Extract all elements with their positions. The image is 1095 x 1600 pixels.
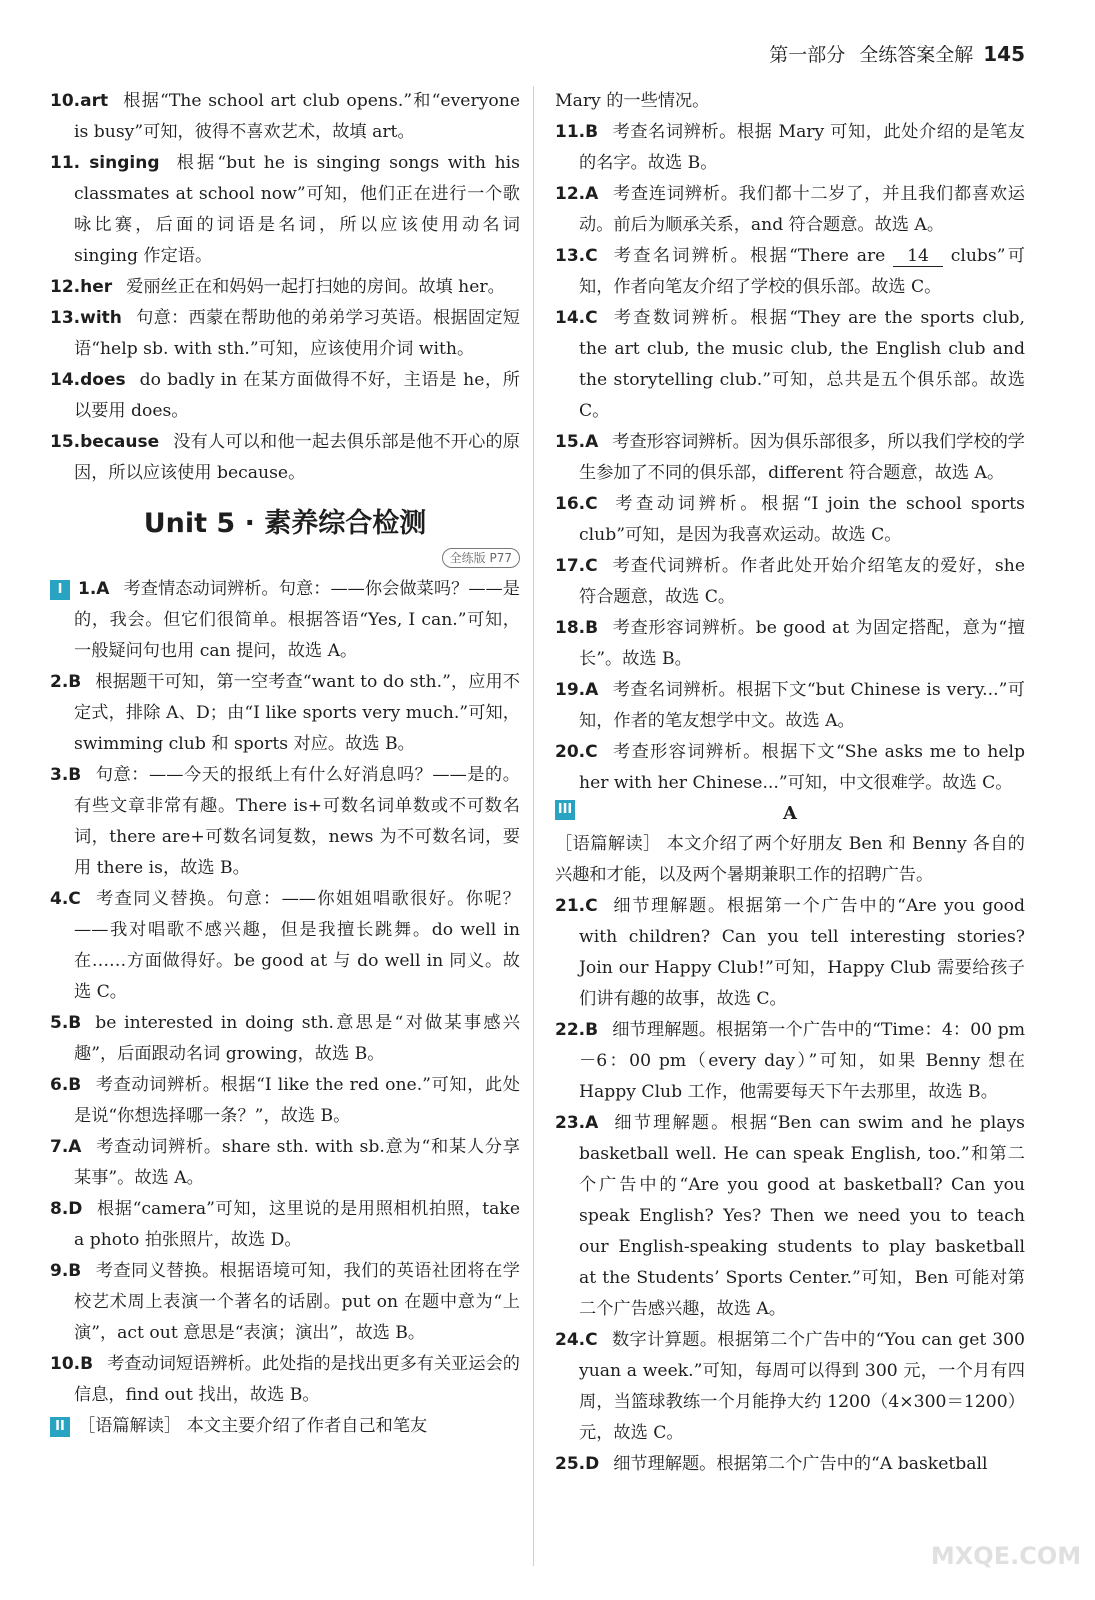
answer-item (50, 1132, 520, 1194)
answer-number: 21.C (555, 896, 598, 916)
answer-number: 5.B (50, 1013, 82, 1033)
answer-number: 23.A (555, 1113, 599, 1133)
answer-text: 考查形容词辨析。根据下文“She asks me to help her with her Chinese...”可知，中文很难学。故选 C。 (579, 742, 1025, 793)
answer-text: 数字计算题。根据第二个广告中的“You can get 300 yuan a week.”可知，每周可以得到 300 元，一个月有四周，当篮球教练一个月能挣大约 1200（4×300＝1200）元，故选 C。 (579, 1330, 1025, 1443)
answer-item (555, 427, 1025, 489)
answer-text: 细节理解题。根据第一个广告中的“Are you good with children? Can you tell interesting stories? Join our Happy Club!”可知，Happy Club 需要给孩子们讲有趣的故事，故选 C。 (579, 896, 1025, 1009)
answer-item (50, 667, 520, 760)
answer-number: 25.D (555, 1454, 600, 1474)
right-column (555, 86, 1025, 1480)
answer-number: 11. singing (50, 153, 160, 173)
answer-number: 13.C (555, 246, 598, 266)
answer-number: 14.C (555, 308, 598, 328)
answer-item (555, 1449, 1025, 1480)
passage-letter: A (783, 803, 797, 824)
answer-text: 考查名词辨析。根据“There are (611, 246, 886, 266)
answer-list-continued (50, 86, 520, 489)
answer-text: 考查形容词辨析。因为俱乐部很多，所以我们学校的学生参加了不同的俱乐部，different 符合题意，故选 A。 (579, 432, 1025, 483)
answer-number: 7.A (50, 1137, 82, 1157)
section-2-answers-a (555, 117, 1025, 241)
answer-number: 6.B (50, 1075, 82, 1095)
answer-text: 考查同义替换。句意：——你姐姐唱歌很好。你呢？——我对唱歌不感兴趣，但是我擅长跳舞。do well in 在……方面做得好。be good at 与 do well in 同义。故选 C。 (74, 889, 520, 1002)
answer-text: 细节理解题。根据第一个广告中的“Time：4：00 pm－6：00 pm（every day）”可知，如果 Benny 想在 Happy Club 工作，他需要每天下午去那里，故选 B。 (579, 1020, 1025, 1102)
answer-text: 根据“but he is singing songs with his classmates at school now”可知，他们正在进行一个歌咏比赛，后面的词语是名词，所以应该使用动名词 singing 作定语。 (74, 153, 520, 266)
answer-number: 12.A (555, 184, 599, 204)
answer-item (50, 1349, 520, 1411)
answer-item (555, 241, 1025, 303)
answer-text: 考查名词辨析。根据下文“but Chinese is very...”可知，作者的笔友想学中文。故选 A。 (579, 680, 1025, 731)
answer-item (555, 737, 1025, 799)
section-1-answers (50, 574, 520, 1411)
answer-item (50, 884, 520, 1008)
answer-item (50, 1194, 520, 1256)
answer-text: 细节理解题。根据“Ben can swim and he plays basketball well. He can speak English, too.”和第二个广告中的“Are you good at basketball? Can you speak English? Yes? Then we need you to teach our English-speaking students to play basketball at the Students’ Sports Center.”可知，Ben 可能对第二个广告感兴趣，故选 A。 (579, 1113, 1025, 1319)
answer-text: 考查同义替换。根据语境可知，我们的英语社团将在学校艺术周上表演一个著名的话剧。put on 在题中意为“上演”，act out 意思是“表演；演出”，故选 B。 (74, 1261, 520, 1343)
answer-text: 考查连词辨析。我们都十二岁了，并且我们都喜欢运动。前后为顺承关系，and 符合题意。故选 A。 (579, 184, 1025, 235)
answer-text: 细节理解题。根据第二个广告中的“A basketball (613, 1454, 988, 1474)
answer-item (50, 1256, 520, 1349)
answer-number: 15.because (50, 432, 160, 452)
section-3-answers (555, 891, 1025, 1480)
answer-item (50, 1008, 520, 1070)
answer-text: 考查代词辨析。作者此处开始介绍笔友的爱好，she 符合题意，故选 C。 (579, 556, 1025, 607)
section-1-mark: I (50, 580, 70, 600)
blank-number: 14 (893, 246, 943, 267)
answer-item (555, 489, 1025, 551)
answer-text: do badly in 在某方面做得不好，主语是 he，所以要用 does。 (74, 370, 520, 421)
answer-number: 22.B (555, 1020, 599, 1040)
section-2-text: ［语篇解读］ 本文主要介绍了作者自己和笔友 (78, 1416, 428, 1436)
answer-text: 考查动词短语辨析。此处指的是找出更多有关亚运会的信息，find out 找出，故选 B。 (74, 1354, 520, 1405)
answer-text: 考查动词辨析。share sth. with sb.意为“和某人分享某事”。故选 A。 (74, 1137, 520, 1188)
answer-item (50, 427, 520, 489)
answer-number: 10.B (50, 1354, 94, 1374)
page-header (769, 40, 1025, 67)
left-column (50, 86, 520, 1442)
answer-item (555, 1325, 1025, 1449)
page-number: 145 (983, 42, 1025, 66)
answer-number: 18.B (555, 618, 599, 638)
answer-number: 20.C (555, 742, 598, 762)
page-ref-badge: 全练版 P77 (442, 548, 520, 568)
section-2-intro (50, 1411, 520, 1442)
watermark-text: MXQE.COM (931, 1542, 1081, 1570)
answer-item (50, 86, 520, 148)
answer-number: 1.A (78, 579, 110, 599)
answer-item (555, 179, 1025, 241)
answer-text: 句意：——今天的报纸上有什么好消息吗？——是的。有些文章非常有趣。There is+可数名词单数或不可数名词，there are+可数名词复数，news 为不可数名词，要用 there is，故选 B。 (74, 765, 520, 878)
answer-item (50, 760, 520, 884)
answer-item (555, 117, 1025, 179)
answer-number: 12.her (50, 277, 113, 297)
watermark-logo (931, 1514, 1081, 1584)
page-reference (50, 547, 520, 568)
answer-text: 根据“The school art club opens.”和“everyone is busy”可知，彼得不喜欢艺术，故填 art。 (74, 91, 520, 142)
answer-number: 17.C (555, 556, 598, 576)
section-2-answers-b (555, 303, 1025, 799)
answer-number: 19.A (555, 680, 599, 700)
answer-text: 考查形容词辨析。be good at 为固定搭配，意为“擅长”。故选 B。 (579, 618, 1025, 669)
answer-number: 15.A (555, 432, 599, 452)
answer-item (555, 551, 1025, 613)
column-divider (533, 86, 534, 1566)
answer-number: 9.B (50, 1261, 82, 1281)
answer-text: 爱丽丝正在和妈妈一起打扫她的房间。故填 her。 (126, 277, 505, 297)
answer-number: 24.C (555, 1330, 598, 1350)
answer-number: 14.does (50, 370, 126, 390)
answer-text: 考查数词辨析。根据“They are the sports club, the art club, the music club, the English club and the storytelling club.”可知，总共是五个俱乐部。故选 C。 (579, 308, 1025, 421)
answer-number: 10.art (50, 91, 109, 111)
answer-item (555, 891, 1025, 1015)
answer-number: 4.C (50, 889, 81, 909)
answer-item (50, 303, 520, 365)
answer-item (555, 1015, 1025, 1108)
answer-item (50, 365, 520, 427)
book-subtitle: 全练答案全解 (859, 44, 974, 66)
answer-number: 8.D (50, 1199, 83, 1219)
answer-item (555, 1108, 1025, 1325)
answer-text: be interested in doing sth.意思是“对做某事感兴趣”，后面跟动名词 growing，故选 B。 (74, 1013, 520, 1064)
answer-text: 根据“camera”可知，这里说的是用照相机拍照，take a photo 拍张照片，故选 D。 (74, 1199, 520, 1250)
answer-number: 11.B (555, 122, 599, 142)
section-2-mark: II (50, 1417, 70, 1437)
answer-item (555, 613, 1025, 675)
answer-number: 2.B (50, 672, 82, 692)
answer-item (50, 148, 520, 272)
answer-text: 没有人可以和他一起去俱乐部是他不开心的原因，所以应该使用 because。 (74, 432, 520, 483)
answer-text-end: clubs”可知，作者向笔友介绍了学校的俱乐部。故选 C。 (579, 246, 1025, 297)
answer-item (50, 1070, 520, 1132)
answer-text: 考查名词辨析。根据 Mary 可知，此处介绍的是笔友的名字。故选 B。 (579, 122, 1025, 173)
section-label: 第一部分 (769, 44, 846, 66)
answer-item (555, 303, 1025, 427)
answer-number: 13.with (50, 308, 122, 328)
answer-item (50, 272, 520, 303)
section-3-mark: III (555, 800, 575, 820)
answer-text: 句意：西蒙在帮助他的弟弟学习英语。根据固定短语“help sb. with sth.”可知，应该使用介词 with。 (74, 308, 520, 359)
answer-text: 考查动词辨析。根据“I join the school sports club”可知，是因为我喜欢运动。故选 C。 (579, 494, 1025, 545)
answer-text: 考查动词辨析。根据“I like the red one.”可知，此处是说“你想选择哪一条？”，故选 B。 (74, 1075, 520, 1126)
section-2-intro-continued: Mary 的一些情况。 (555, 91, 710, 111)
answer-text: 考查情态动词辨析。句意：——你会做菜吗？——是的，我会。但它们很简单。根据答语“Yes, I can.”可知，一般疑问句也用 can 提问，故选 A。 (74, 579, 520, 661)
unit-title: Unit 5 · 素养综合检测 (143, 508, 427, 539)
section-3-intro: ［语篇解读］ 本文介绍了两个好朋友 Ben 和 Benny 各自的兴趣和才能，以及两个暑期兼职工作的招聘广告。 (555, 834, 1025, 885)
answer-number: 16.C (555, 494, 598, 514)
answer-item (50, 574, 520, 667)
answer-item (555, 675, 1025, 737)
answer-number: 3.B (50, 765, 82, 785)
answer-text: 根据题干可知，第一空考查“want to do sth.”，应用不定式，排除 A、D；由“I like sports very much.”可知，swimming club 和 sports 对应。故选 B。 (74, 672, 520, 754)
